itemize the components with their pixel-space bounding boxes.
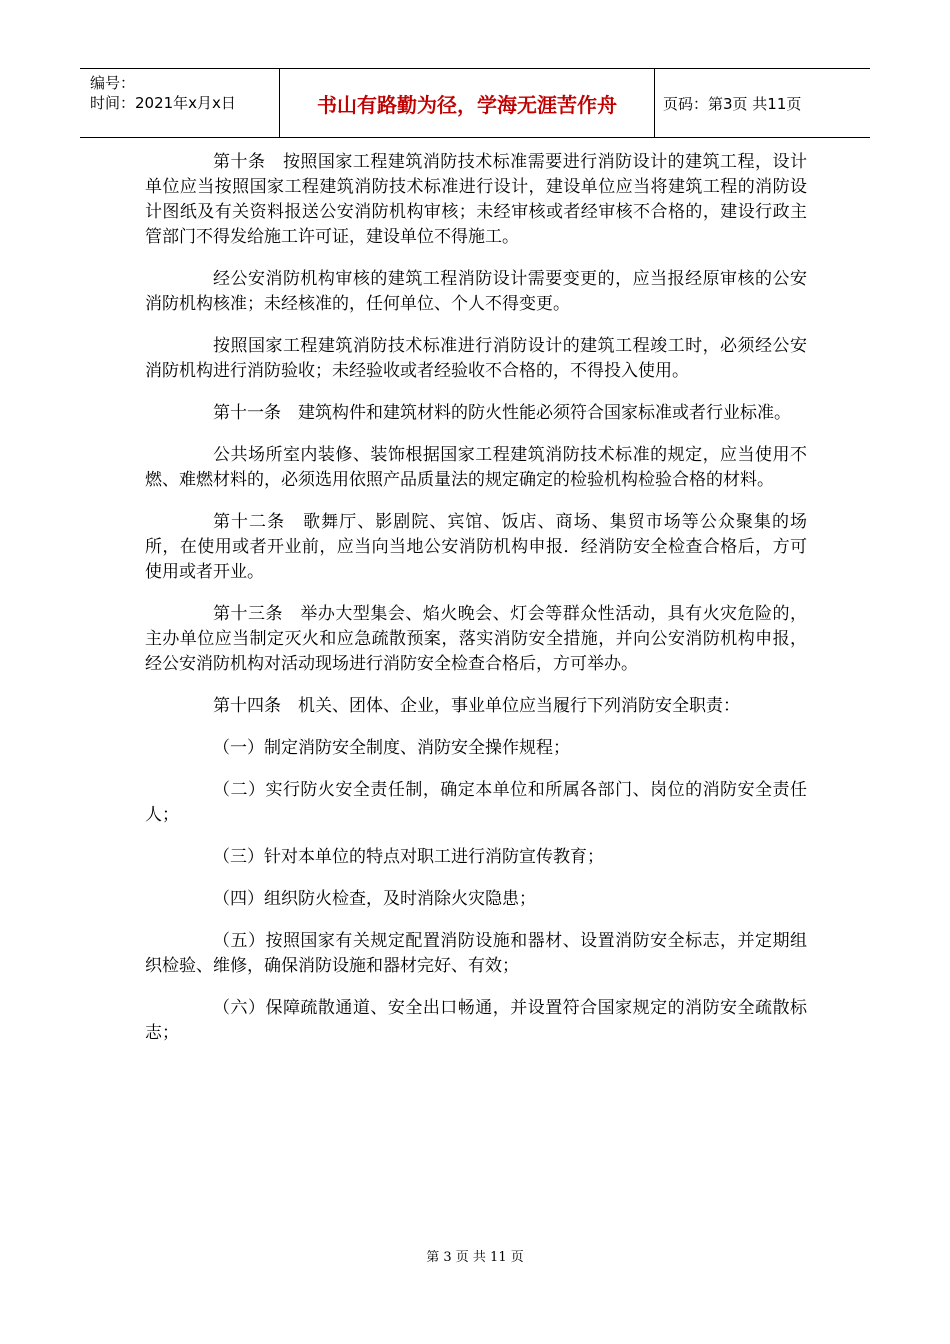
paragraph: 按照国家工程建筑消防技术标准进行消防设计的建筑工程竣工时，必须经公安消防机构进行消防验收；未经验收或者经验收不合格的，不得投入使用。 xyxy=(145,336,807,381)
list-item: （六）保障疏散通道、安全出口畅通，并设置符合国家规定的消防安全疏散标志； xyxy=(145,998,807,1043)
header-page-number: 页码：第3页 共11页 xyxy=(663,94,802,113)
paragraph: 第十三条 举办大型集会、焰火晚会、灯会等群众性活动，具有火灾危险的，主办单位应当制定灭火和应急疏散预案，落实消防安全措施，并向公安消防机构申报，经公安消防机构对活动现场进行消防安全检查合格后，方可举办。 xyxy=(145,604,807,674)
list-item: （五）按照国家有关规定配置消防设施和器材、设置消防安全标志，并定期组织检验、维修，确保消防设施和器材完好、有效； xyxy=(145,931,807,976)
paragraph: 第十一条 建筑构件和建筑材料的防火性能必须符合国家标准或者行业标准。 xyxy=(213,403,791,423)
header-meta xyxy=(80,69,280,137)
document-date-label: 时间：2021年x月x日 xyxy=(90,94,236,112)
page-header xyxy=(80,68,870,138)
paragraph: 经公安消防机构审核的建筑工程消防设计需要变更的，应当报经原审核的公安消防机构核准；未经核准的，任何单位、个人不得变更。 xyxy=(145,269,807,314)
list-item: （一）制定消防安全制度、消防安全操作规程； xyxy=(213,738,570,758)
document-body xyxy=(145,150,807,1063)
list-item: （三）针对本单位的特点对职工进行消防宣传教育； xyxy=(213,847,604,867)
page-footer: 第 3 页 共 11 页 xyxy=(426,1250,524,1265)
list-item: （二）实行防火安全责任制，确定本单位和所属各部门、岗位的消防安全责任人； xyxy=(145,780,807,825)
document-number-label: 编号： xyxy=(90,74,136,92)
paragraph: 第十条 按照国家工程建筑消防技术标准需要进行消防设计的建筑工程，设计单位应当按照国家工程建筑消防技术标准进行设计，建设单位应当将建筑工程的消防设计图纸及有关资料报送公安消防机构审核；未经审核或者经审核不合格的，建设行政主管部门不得发给施工许可证，建设单位不得施工。 xyxy=(145,152,807,247)
paragraph: 公共场所室内装修、装饰根据国家工程建筑消防技术标准的规定，应当使用不燃、难燃材料的，必须选用依照产品质量法的规定确定的检验机构检验合格的材料。 xyxy=(145,445,807,490)
paragraph: 第十四条 机关、团体、企业，事业单位应当履行下列消防安全职责： xyxy=(213,696,740,716)
paragraph: 第十二条 歌舞厅、影剧院、宾馆、饭店、商场、集贸市场等公众聚集的场所，在使用或者开业前，应当向当地公安消防机构申报．经消防安全检查合格后，方可使用或者开业。 xyxy=(145,512,807,582)
list-item: （四）组织防火检查，及时消除火灾隐患； xyxy=(213,889,536,909)
header-motto: 书山有路勤为径，学海无涯苦作舟 xyxy=(280,69,655,137)
